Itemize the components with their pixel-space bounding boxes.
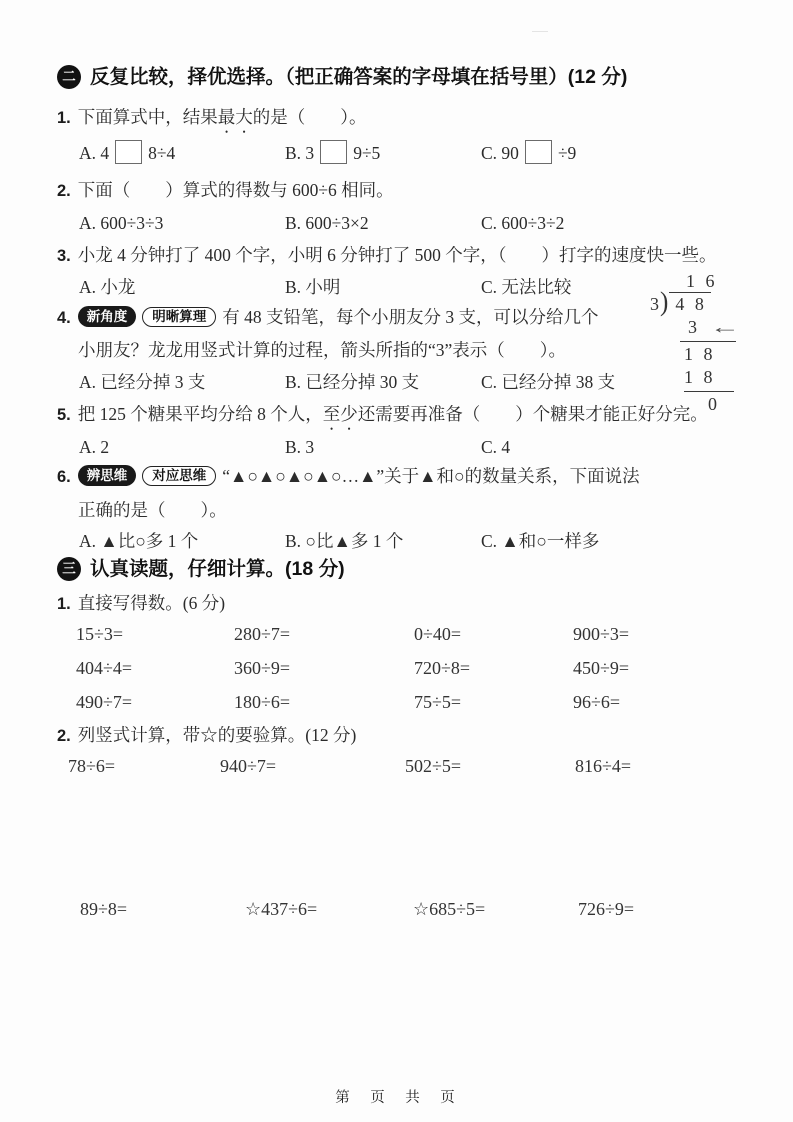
option-a (79, 140, 175, 167)
question-5 (57, 401, 765, 434)
question-6 (57, 463, 765, 491)
option-a: A. ▲比○多 1 个 (79, 531, 199, 551)
calc-expression: 450÷9= (573, 658, 630, 678)
question-1-text-emphasis: 最大 (217, 107, 253, 127)
option-c: C. 600÷3÷2 (481, 213, 565, 233)
division-step-1-value: 3 (688, 317, 697, 337)
section-2-title: 反复比较，择优选择。（把正确答案的字母填在括号里）(12 分) (90, 66, 628, 88)
badge-correspondence-thinking: 对应思维 (142, 466, 216, 486)
division-divisor: 3 (650, 294, 659, 314)
division-dividend: 4 8 (669, 292, 711, 315)
calc-expression: 78÷6= (68, 756, 116, 776)
calc-expression: 0÷40= (414, 624, 462, 644)
calc-grid-row-3 (57, 689, 765, 715)
vertical-calc-row-2 (57, 896, 765, 922)
question-1-text-post: 的是（ ）。 (252, 107, 367, 127)
division-quotient: 1 6 (686, 271, 718, 291)
calc-expression: 89÷8= (80, 899, 128, 919)
question-3-text: 小龙 4 分钟打了 400 个字，小明 6 分钟打了 500 个字，（ ）打字的速度快一些。 (77, 245, 717, 265)
badge-new-angle: 新角度 (78, 306, 137, 327)
question-4-text-line1: 有 48 支铅笔，每个小朋友分 3 支，可以分给几个 (222, 307, 599, 327)
subsection-direct-calc (57, 590, 765, 618)
question-6-text-line2: 正确的是（ ）。 (78, 500, 227, 520)
question-6-number: 6. (57, 468, 71, 486)
question-4-line2 (78, 337, 765, 364)
option-a: A. 2 (79, 437, 110, 457)
option-a-post: 8÷4 (148, 143, 176, 163)
option-c: C. 无法比较 (481, 277, 572, 297)
page-footer: 第 页 共 页 (335, 1090, 458, 1106)
option-b: B. 600÷3×2 (285, 213, 369, 233)
option-a: A. 小龙 (79, 277, 136, 297)
division-bracket: ) (660, 287, 669, 318)
question-2-options (57, 210, 765, 238)
option-a: A. 已经分掉 3 支 (79, 372, 206, 392)
question-5-options (57, 434, 765, 462)
question-5-text-post: 还需要再准备（ ）个糖果才能正好分完。 (357, 404, 708, 424)
calc-grid-row-2 (57, 655, 765, 681)
calc-expression: 816÷4= (575, 756, 632, 776)
subsection-1-title: 直接写得数。(6 分) (77, 593, 226, 613)
question-3-number: 3. (57, 247, 71, 265)
answer-box (525, 140, 552, 164)
calc-expression: 360÷9= (234, 658, 291, 678)
option-b (285, 140, 380, 167)
question-2-number: 2. (57, 182, 71, 200)
question-6-text-line1: “▲○▲○▲○▲○…▲”关于▲和○的数量关系，下面说法 (222, 466, 640, 486)
calc-expression: 726÷9= (578, 899, 635, 919)
option-a-pre: A. 4 (79, 143, 110, 163)
option-b-post: 9÷5 (353, 143, 381, 163)
option-a: A. 600÷3÷3 (79, 213, 164, 233)
subsection-1-number: 1. (57, 595, 71, 613)
print-mark (532, 31, 548, 32)
section-2-header (57, 64, 765, 90)
division-remainder: 0 (708, 394, 717, 414)
section-3-title: 认真读题，仔细计算。(18 分) (90, 558, 345, 580)
option-b: B. 已经分掉 30 支 (285, 372, 420, 392)
section-2-marker: 二 (57, 65, 81, 89)
question-1-number: 1. (57, 109, 71, 127)
section-3-marker: 三 (57, 557, 81, 581)
question-4 (57, 304, 765, 332)
question-5-number: 5. (57, 406, 71, 424)
question-1-options (57, 140, 765, 170)
question-4-options (57, 369, 765, 397)
question-4-text-line2: 小朋友？龙龙用竖式计算的过程，箭头所指的“3”表示（ ）。 (78, 340, 567, 360)
question-2 (57, 177, 765, 205)
calc-expression: 502÷5= (405, 756, 462, 776)
calc-expression: 280÷7= (234, 624, 291, 644)
question-1 (57, 104, 765, 137)
badge-discriminate-thinking: 辨思维 (78, 465, 137, 486)
option-c: C. 4 (481, 437, 511, 457)
subsection-2-number: 2. (57, 727, 71, 745)
calc-expression: 75÷5= (414, 692, 462, 712)
option-b: B. ○比▲多 1 个 (285, 531, 404, 551)
subsection-vertical-calc (57, 722, 765, 750)
calc-expression: ☆437÷6= (245, 899, 318, 919)
vertical-calc-row-1 (57, 753, 765, 779)
calc-expression: 180÷6= (234, 692, 291, 712)
option-b: B. 3 (285, 437, 315, 457)
option-b-pre: B. 3 (285, 143, 315, 163)
calc-expression: 15÷3= (76, 624, 124, 644)
answer-box (320, 140, 347, 164)
calc-grid-row-1 (57, 621, 765, 647)
calc-expression: 490÷7= (76, 692, 133, 712)
calc-expression: 720÷8= (414, 658, 471, 678)
option-c-pre: C. 90 (481, 143, 519, 163)
option-c: C. 已经分掉 38 支 (481, 372, 616, 392)
option-c: C. ▲和○一样多 (481, 531, 600, 551)
question-6-line2 (78, 497, 765, 524)
division-step-3: 1 8 (684, 367, 716, 387)
badge-clear-reasoning: 明晰算理 (142, 307, 216, 327)
question-3 (57, 242, 765, 270)
option-b: B. 小明 (285, 277, 341, 297)
question-5-text-emphasis: 至少 (322, 404, 358, 424)
subsection-2-title: 列竖式计算，带☆的要验算。(12 分) (77, 725, 357, 745)
option-c-post: ÷9 (557, 143, 577, 163)
calc-expression: ☆685÷5= (413, 899, 486, 919)
division-step-2: 1 8 (684, 344, 716, 364)
question-2-text: 下面（ ）算式的得数与 600÷6 相同。 (77, 180, 394, 200)
question-4-number: 4. (57, 309, 71, 327)
calc-expression: 404÷4= (76, 658, 133, 678)
calc-expression: 940÷7= (220, 756, 277, 776)
answer-box (115, 140, 142, 164)
option-c (481, 140, 576, 167)
arrow-left-icon: ← (709, 317, 740, 337)
calc-expression: 96÷6= (573, 692, 621, 712)
question-5-text-pre: 把 125 个糖果平均分给 8 个人， (77, 404, 323, 424)
question-1-text-pre: 下面算式中，结果 (77, 107, 218, 127)
calc-expression: 900÷3= (573, 624, 630, 644)
question-6-options (57, 528, 765, 556)
section-3-header (57, 556, 765, 582)
